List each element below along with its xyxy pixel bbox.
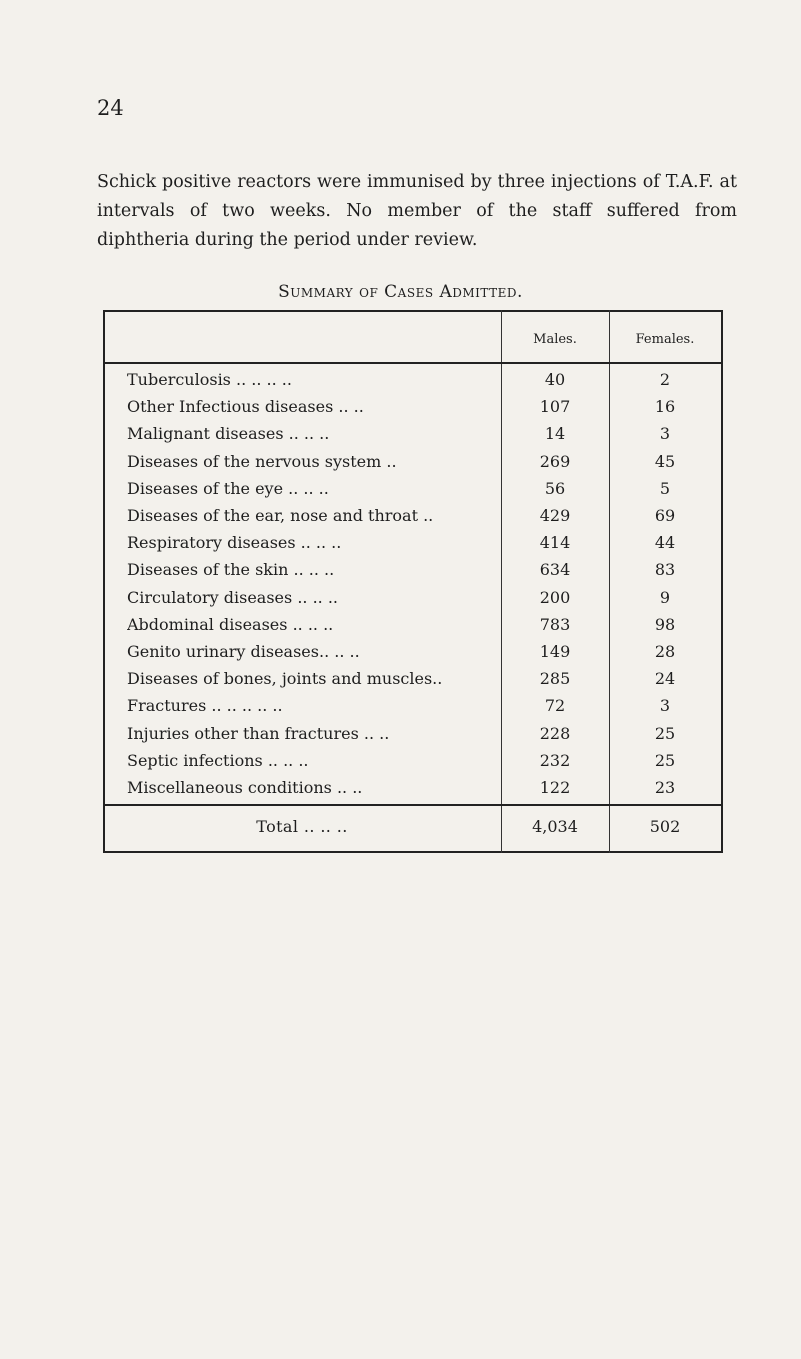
total-females: 502 [649,817,681,836]
row-females: 83 [654,560,676,580]
row-label: Septic infections .. .. .. [127,750,309,770]
row-females: 44 [654,533,676,553]
row-label: Tuberculosis .. .. .. .. [127,370,292,389]
row-females: 98 [654,614,676,634]
row-females: 23 [654,778,676,797]
row-label: Diseases of the nervous system .. [127,451,397,471]
total-label: Total .. .. .. [256,817,348,836]
row-males: 269 [539,451,571,471]
row-males: 429 [539,506,571,525]
row-label: Diseases of the eye .. .. .. [127,478,329,498]
row-females: 9 [659,587,671,607]
header-females: Females. [635,332,695,347]
row-males: 232 [539,750,571,770]
row-males: 56 [544,478,566,498]
row-females: 45 [654,451,676,471]
row-males: 122 [539,778,571,797]
table-row [103,776,723,809]
row-females: 3 [659,424,671,444]
row-label: Fractures .. .. .. .. .. [127,696,283,716]
row-label: Malignant diseases .. .. .. [127,424,330,444]
row-males: 40 [544,370,566,389]
row-label: Injuries other than fractures .. .. [127,723,390,743]
row-label: Miscellaneous conditions .. .. [127,778,363,797]
row-males: 634 [539,560,571,580]
row-males: 783 [539,614,571,634]
intro-paragraph: Schick positive reactors were immunised by three injections of T.A.F. at intervals of two weeks. No member of the staff suffered from diphtheria during the period under review. [97,171,737,250]
total-males: 4,034 [532,817,578,836]
row-females: 28 [654,642,676,661]
header-males: Males. [533,332,577,347]
row-females: 2 [659,370,671,389]
row-females: 25 [654,750,676,770]
row-males: 14 [544,424,566,444]
row-label: Abdominal diseases .. .. .. [127,614,334,634]
row-females: 69 [654,506,676,525]
row-label: Respiratory diseases .. .. .. [127,533,342,553]
summary-table [103,310,723,1355]
row-females: 25 [654,723,676,743]
row-females: 16 [654,397,676,417]
row-males: 72 [544,696,566,716]
table-title: Summary of Cases Admitted. [278,282,523,302]
row-males: 228 [539,723,571,743]
row-females: 3 [659,696,671,716]
row-males: 285 [539,669,571,689]
header-rule [103,362,723,364]
row-label: Diseases of bones, joints and muscles.. [127,669,443,689]
row-label: Circulatory diseases .. .. .. [127,587,339,607]
row-males: 200 [539,587,571,607]
row-label: Diseases of the skin .. .. .. [127,560,335,580]
row-females: 5 [659,478,671,498]
row-males: 414 [539,533,571,553]
row-females: 24 [654,669,676,689]
row-males: 149 [539,642,571,661]
page-number: 24 [97,96,124,120]
row-label: Diseases of the ear, nose and throat .. [127,506,434,525]
row-label: Other Infectious diseases .. .. [127,397,364,417]
row-males: 107 [539,397,571,417]
row-label: Genito urinary diseases.. .. .. [127,642,360,661]
